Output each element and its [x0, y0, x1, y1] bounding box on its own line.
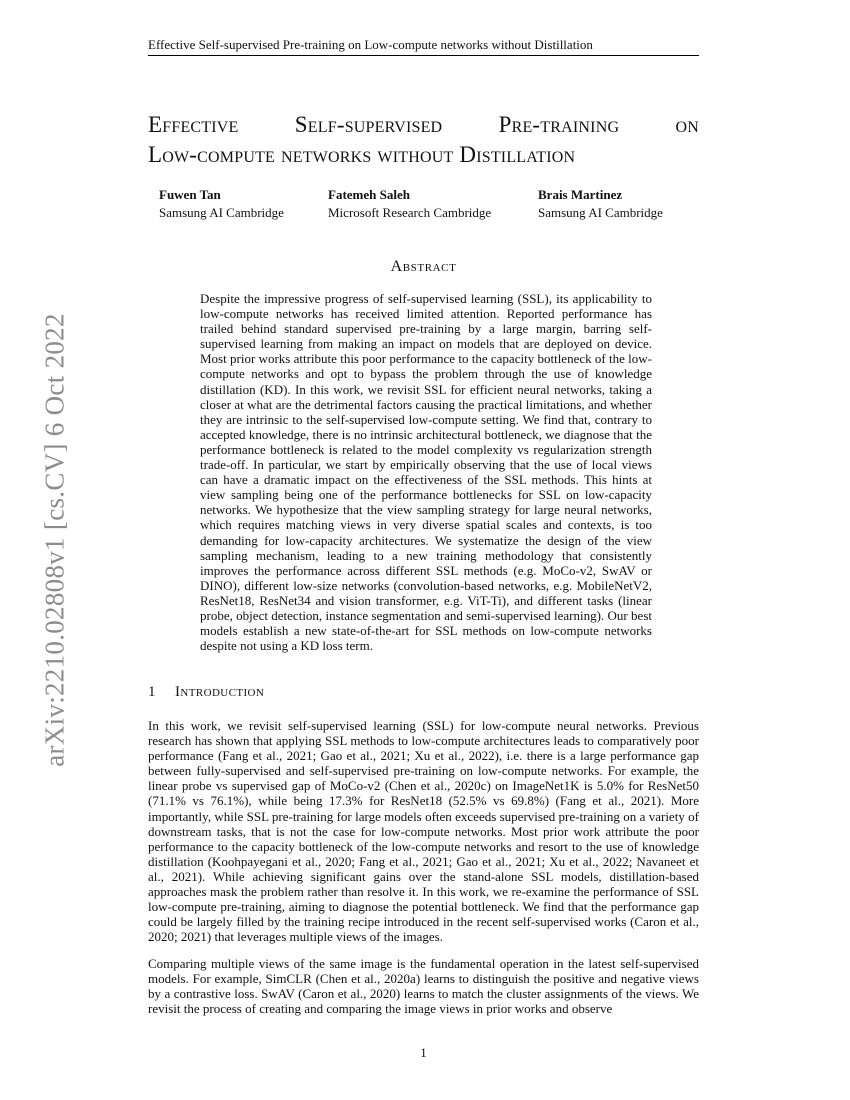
author-2	[328, 186, 491, 222]
paragraph: In this work, we revisit self-supervised learning (SSL) for low-compute neural networks. Previous research has shown that applying SSL methods to low-compute architectures leads to comparatively poor performance (Fang et al., 2021; Gao et al., 2021; Xu et al., 2022), i.e. there is a large performance gap between fully-supervised and self-supervised pre-training on low-compute networks. For example, the linear probe vs supervised gap of MoCo-v2 (Chen et al., 2020c) on ImageNet1K is 5.0% for ResNet50 (71.1% vs 76.1%), while being 17.3% for ResNet18 (52.5% vs 69.8%) (Fang et al., 2021). More importantly, while SSL pre-training for large models often exceeds supervised pre-training on a variety of downstream tasks, that is not the case for low-compute networks. Most prior work attribute the poor performance to the capacity bottleneck of the low-compute networks and resort to the use of knowledge distillation (Koohpayegani et al., 2020; Fang et al., 2021; Gao et al., 2021; Xu et al., 2022; Navaneet et al., 2021). While achieving significant gains over the stand-alone SSL models, distillation-based approaches mask the problem rather than resolve it. In this work, we re-examine the performance of SSL low-compute pre-training, aiming to diagnose the potential bottleneck. We find that the performance gap could be largely filled by the training recipe introduced in the recent self-supervised works (Caron et al., 2020; 2021) that leverages multiple views of the images.	[148, 718, 699, 945]
paragraph: Comparing multiple views of the same image is the fundamental operation in the latest self-supervised models. For example, SimCLR (Chen et al., 2020a) learns to distinguish the positive and negative views by a contrastive loss. SwAV (Caron et al., 2020) learns to match the cluster assignments of the views. We revisit the process of creating and comparing the image views in prior works and observe	[148, 956, 699, 1017]
author-name: Fatemeh Saleh	[328, 187, 410, 202]
abstract-heading: Abstract	[390, 258, 457, 275]
author-name: Brais Martinez	[538, 187, 623, 202]
author-affiliation: Microsoft Research Cambridge	[328, 205, 492, 220]
author-3	[538, 186, 663, 222]
title-line-2: Low-compute networks without Distillation	[148, 142, 576, 167]
section-heading	[148, 684, 264, 701]
section-number: 1	[148, 684, 156, 700]
author-affiliation: Samsung AI Cambridge	[159, 205, 284, 220]
author-1	[159, 186, 284, 222]
running-head: Effective Self-supervised Pre-training on Low-compute networks without Distillation	[148, 37, 593, 52]
header-rule	[148, 55, 699, 56]
page-number: 1	[420, 1045, 427, 1060]
paper-title	[148, 110, 699, 170]
abstract-text: Despite the impressive progress of self-supervised learning (SSL), its applicability to low-compute networks has received limited attention. Reported performance has trailed behind standard supervised pre-training by a large margin, barring self-supervised learning from making an impact on models that are deployed on device. Most prior works attribute this poor performance to the capacity bottleneck of the low-compute networks and opt to bypass the problem through the use of knowledge distillation (KD). In this work, we revisit SSL for efficient neural networks, taking a closer at what are the detrimental factors causing the practical limitations, and whether they are intrinsic to the self-supervised low-compute setting. We find that, contrary to accepted knowledge, there is no intrinsic architectural bottleneck, we diagnose that the performance bottleneck is related to the model complexity vs regularization strength trade-off. In particular, we start by empirically observing that the use of local views can have a dramatic impact on the effectiveness of the SSL methods. This hints at view sampling being one of the performance bottlenecks for SSL on low-capacity networks. We hypothesize that the view sampling strategy for large neural networks, which requires matching views in very diverse spatial scales and contexts, is too demanding for low-capacity architectures. We systematize the design of the view sampling mechanism, leading to a new training methodology that consistently improves the performance across different SSL methods (e.g. MoCo-v2, SwAV or DINO), different low-size networks (convolution-based networks, e.g. MobileNetV2, ResNet18, ResNet34 and vision transformer, e.g. ViT-Ti), and different tasks (linear probe, object detection, instance segmentation and semi-supervised learning). Our best models establish a new state-of-the-art for SSL methods on low-compute networks despite not using a KD loss term.	[200, 291, 652, 654]
author-affiliation: Samsung AI Cambridge	[538, 205, 663, 220]
arxiv-identifier: arXiv:2210.02808v1 [cs.CV] 6 Oct 2022	[39, 313, 70, 767]
author-name: Fuwen Tan	[159, 187, 221, 202]
title-line-1: Effective Self-supervised Pre-training on	[148, 112, 699, 137]
section-title: Introduction	[175, 684, 265, 700]
